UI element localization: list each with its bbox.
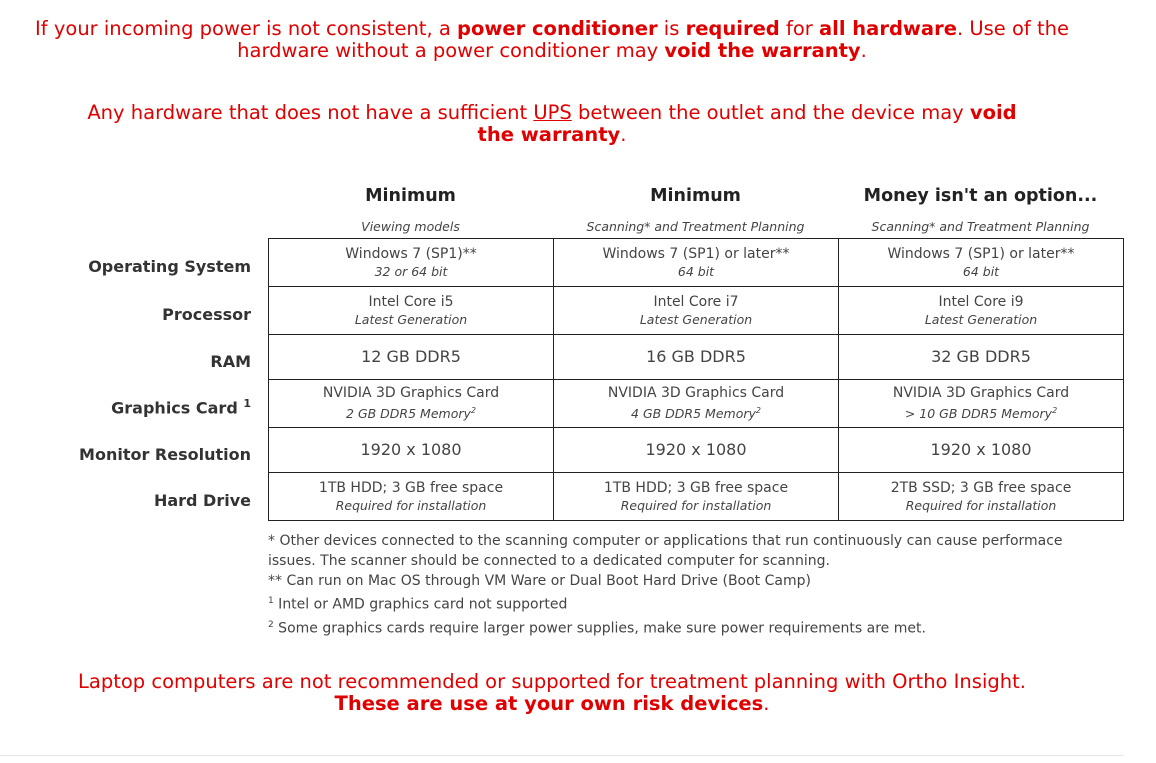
warning-text: . xyxy=(860,39,867,62)
ups-warning xyxy=(0,102,1104,146)
footnote-marker: 2 xyxy=(1052,406,1058,416)
table-cell xyxy=(269,335,554,380)
warning-emphasis: required xyxy=(685,17,780,40)
table-row xyxy=(269,380,1124,428)
cell-sub: 32 or 64 bit xyxy=(374,264,448,279)
footnote-power-supply xyxy=(268,615,1108,639)
warning-text: Laptop computers are not recommended or supported for treatment planning with Ortho Insight. xyxy=(78,670,1026,693)
system-requirements-table xyxy=(268,238,1124,521)
table-row xyxy=(269,239,1124,287)
column-title: Minimum xyxy=(650,186,741,206)
cell-sub: Latest Generation xyxy=(924,312,1038,327)
table-cell xyxy=(554,473,839,521)
table-cell xyxy=(554,335,839,380)
cell-main: 32 GB DDR5 xyxy=(931,347,1031,366)
warning-text: is xyxy=(657,17,686,40)
table-cell xyxy=(269,287,554,335)
table-cell xyxy=(554,239,839,287)
column-title: Money isn't an option... xyxy=(863,186,1098,206)
footnotes xyxy=(268,531,1108,638)
footnote-text: Some graphics cards require larger power supplies, make sure power requirements are met. xyxy=(273,620,926,637)
footnote-marker: 1 xyxy=(243,397,251,410)
cell-sub xyxy=(269,402,553,422)
cell-main: 1920 x 1080 xyxy=(645,440,747,459)
row-label-text: Hard Drive xyxy=(153,491,251,510)
table-cell xyxy=(839,473,1124,521)
table-cell xyxy=(554,380,839,428)
footnote-marker: 1 xyxy=(268,596,274,606)
cell-sub: Latest Generation xyxy=(639,312,753,327)
footnote-graphics xyxy=(268,591,1108,615)
row-label-text: Processor xyxy=(162,305,251,324)
table-cell xyxy=(839,239,1124,287)
footnote-marker: 2 xyxy=(268,619,274,630)
cell-sub: 64 bit xyxy=(962,264,1000,279)
cell-main: Intel Core i9 xyxy=(938,294,1024,310)
warning-text: between the outlet and the device may xyxy=(571,101,970,124)
table-cell xyxy=(269,239,554,287)
row-label-text: RAM xyxy=(210,352,251,371)
cell-sub: Required for installation xyxy=(905,498,1057,513)
ups-abbreviation: UPS xyxy=(533,101,572,124)
cell-main: Windows 7 (SP1)** xyxy=(345,246,477,262)
cell-sub-text: > 10 GB DDR5 Memory xyxy=(904,406,1053,422)
row-label-text: Monitor Resolution xyxy=(79,445,251,464)
row-label-text: Operating System xyxy=(88,257,251,276)
warning-text: . xyxy=(763,692,770,715)
table-cell xyxy=(839,287,1124,335)
warning-text: for xyxy=(779,17,819,40)
column-subtitle: Viewing models xyxy=(361,219,460,234)
divider xyxy=(0,755,1124,756)
table-row xyxy=(269,473,1124,521)
table-cell xyxy=(839,335,1124,380)
cell-main: Intel Core i5 xyxy=(368,294,454,310)
row-label-text: Graphics Card xyxy=(111,398,244,418)
table-row xyxy=(269,428,1124,473)
table-cell xyxy=(554,287,839,335)
cell-main: 1920 x 1080 xyxy=(930,440,1032,459)
cell-main: NVIDIA 3D Graphics Card xyxy=(322,385,500,402)
cell-sub: 64 bit xyxy=(677,264,715,279)
column-title: Minimum xyxy=(365,186,456,206)
cell-main: Windows 7 (SP1) or later** xyxy=(887,246,1075,262)
warning-emphasis: These are use at your own risk devices xyxy=(334,692,764,715)
cell-main: 12 GB DDR5 xyxy=(361,347,461,366)
cell-sub-text: 2 GB DDR5 Memory xyxy=(346,406,471,422)
cell-sub: Required for installation xyxy=(335,498,487,513)
table-row xyxy=(269,335,1124,380)
cell-main: Intel Core i7 xyxy=(653,294,739,310)
footnote-marker: 2 xyxy=(470,406,476,416)
row-label-monitor-resolution xyxy=(79,445,251,464)
warning-emphasis: void the warranty xyxy=(664,39,861,62)
row-label-operating-system xyxy=(88,257,251,276)
table-cell xyxy=(839,428,1124,473)
row-label-processor xyxy=(162,305,251,324)
cell-main: 1920 x 1080 xyxy=(360,440,462,459)
cell-main: 16 GB DDR5 xyxy=(646,347,746,366)
laptop-warning xyxy=(0,671,1104,715)
cell-main: NVIDIA 3D Graphics Card xyxy=(892,385,1070,402)
warning-emphasis: power conditioner xyxy=(457,17,658,40)
cell-main: 1TB HDD; 3 GB free space xyxy=(603,480,789,496)
footnote-mac-os: ** Can run on Mac OS through VM Ware or Dual Boot Hard Drive (Boot Camp) xyxy=(268,573,811,589)
table-cell xyxy=(269,380,554,428)
cell-sub-text: 4 GB DDR5 Memory xyxy=(631,406,756,422)
row-label-hard-drive xyxy=(154,491,251,510)
footnote-marker: 2 xyxy=(755,406,761,416)
table-cell xyxy=(554,428,839,473)
cell-sub xyxy=(839,402,1123,422)
footnote-scanning: * Other devices connected to the scanning computer or applications that run continuously can cause performace issues. The scanner should be connected to a dedicated computer for scanning. xyxy=(268,533,1063,569)
warning-emphasis: void the warranty xyxy=(477,101,1017,146)
power-conditioner-warning xyxy=(0,18,1104,62)
table-cell xyxy=(839,380,1124,428)
row-label-ram xyxy=(210,352,251,371)
warning-text: . xyxy=(620,123,627,146)
cell-sub: Latest Generation xyxy=(354,312,468,327)
cell-main: 2TB SSD; 3 GB free space xyxy=(890,480,1072,496)
table-row xyxy=(269,287,1124,335)
warning-text: If your incoming power is not consistent, a xyxy=(35,17,457,40)
table-cell xyxy=(269,428,554,473)
row-label-graphics-card xyxy=(111,397,251,417)
warning-text: Any hardware that does not have a sufficient xyxy=(87,101,534,124)
column-subtitle: Scanning* and Treatment Planning xyxy=(871,219,1090,234)
column-subtitle: Scanning* and Treatment Planning xyxy=(586,219,805,234)
cell-main: 1TB HDD; 3 GB free space xyxy=(318,480,504,496)
warning-text: . Use of the hardware without a power conditioner may xyxy=(237,17,1069,62)
cell-sub: Required for installation xyxy=(620,498,772,513)
footnote-text: Intel or AMD graphics card not supported xyxy=(273,596,568,613)
cell-main: NVIDIA 3D Graphics Card xyxy=(607,385,785,402)
table-cell xyxy=(269,473,554,521)
cell-sub xyxy=(554,402,838,422)
cell-main: Windows 7 (SP1) or later** xyxy=(602,246,790,262)
warning-emphasis: all hardware xyxy=(818,17,957,40)
